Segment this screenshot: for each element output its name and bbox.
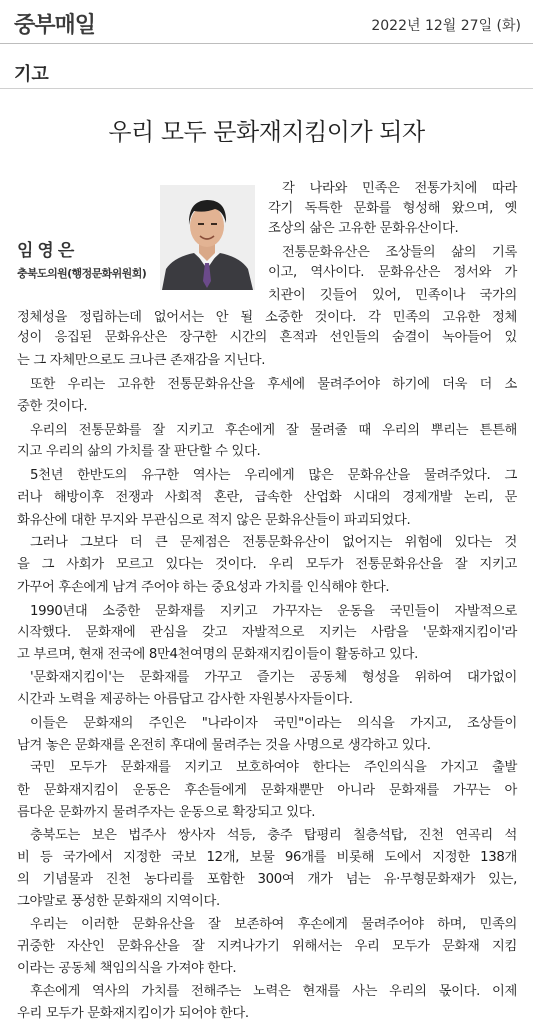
body-line: 국민 모두가 문화재를 지키고 보호하여야 한다는 주인의식을 가지고 출발: [30, 760, 517, 775]
body-line: 각기 독특한 문화를 형성해 왔으며, 옛: [268, 201, 517, 216]
body-line: '문화재지킴이'는 문화재를 가꾸고 즐기는 공동체 형성을 위하여 대가없이: [30, 670, 517, 685]
body-line: 는 그 자체만으로도 크나큰 존재감을 지닌다.: [17, 353, 266, 368]
body-line: 이들은 문화재의 주인은 "나라이자 국민"이라는 의식을 가지고, 조상들이: [30, 716, 517, 731]
body-line: 이라는 공동체 책임의식을 가져야 한다.: [17, 961, 237, 976]
author-name: 임영은: [17, 241, 79, 261]
body-line: 충북도는 보은 법주사 쌍사자 석등, 충주 탑평리 칠층석탑, 진천 연곡리 석: [30, 828, 517, 843]
body-line: 또한 우리는 고유한 전통문화유산을 후세에 물려주어야 하기에 더욱 더 소: [30, 377, 517, 392]
body-line: 가꾸어 후손에게 남겨 주어야 하는 중요성과 가치를 인식해야 한다.: [17, 580, 390, 595]
body-line: 정체성을 정립하는데 없어서는 안 될 소중한 것이다. 각 민족의 고유한 정체: [17, 310, 517, 325]
body-line: 고 부르며, 현재 전국에 8만4천여명의 문화재지킴이들이 활동하고 있다.: [17, 647, 418, 662]
body-line: 5천년 한반도의 유구한 역사는 우리에게 많은 문화유산을 물려주었다. 그: [30, 468, 517, 483]
body-line: 치관이 깃들어 있어, 민족이나 국가의: [268, 288, 517, 303]
body-line: 1990년대 소중한 문화재를 지키고 가꾸자는 운동을 국민들이 자발적으로: [30, 604, 517, 619]
section-label: 기고: [14, 64, 49, 85]
body-line: 성이 응집된 문화유산은 장구한 시간의 흔적과 선인들의 숨결이 녹아들어 있: [17, 330, 517, 345]
body-line: 각 나라와 민족은 전통가치에 따라: [282, 181, 517, 196]
body-line: 조상의 삶은 고유한 문화유산이다.: [268, 221, 459, 236]
body-line: 전통문화유산은 조상들의 삶의 기록: [282, 245, 517, 260]
body-line: 귀중한 자산인 문화유산을 잘 지켜나가기 위해서는 우리 모두가 문화재 지킴: [17, 939, 517, 954]
body-line: 화유산에 대한 무지와 무관심으로 적지 않은 문화유산들이 파괴되었다.: [17, 513, 411, 528]
body-line: 의 기념물과 진천 농다리를 포함한 300여 개가 넘는 유·무형문화재가 있는,: [17, 872, 517, 887]
body-line: 한 문화재지킴이 운동은 후손들에게 문화재뿐만 아니라 문화재를 가꾸는 아: [17, 783, 517, 798]
body-line: 름다운 문화까지 물려주자는 운동으로 확장되고 있다.: [17, 805, 316, 820]
body-line: 우리는 이러한 문화유산을 잘 보존하여 후손에게 물려주어야 하며, 민족의: [30, 917, 517, 932]
body-line: 후손에게 역사의 가치를 전해주는 노력은 현재를 사는 우리의 몫이다. 이제: [30, 984, 517, 999]
article-headline: 우리 모두 문화재지킴이가 되자: [108, 118, 425, 146]
body-line: 시작했다. 문화재에 관심을 갖고 자발적으로 지키는 사람을 '문화재지킴이'라: [17, 625, 517, 640]
body-line: 러나 해방이후 전쟁과 사회적 혼란, 급속한 산업화 시대의 경제개발 논리, 문: [17, 490, 517, 505]
body-line: 을 그 사회가 모르고 있다는 것이다. 우리 모두가 전통문화유산을 잘 지키고: [17, 557, 517, 572]
body-line: 우리 모두가 문화재지킴이가 되어야 한다.: [17, 1006, 249, 1021]
body-line: 우리의 전통문화를 잘 지키고 후손에게 잘 물려줄 때 우리의 뿌리는 튼튼해: [30, 423, 517, 438]
publication-date: 2022년 12월 27일 (화): [371, 18, 521, 34]
body-line: 시간과 노력을 제공하는 아름답고 감사한 자원봉사자들이다.: [17, 692, 353, 707]
body-line: 이고, 역사이다. 문화유산은 정서와 가: [268, 265, 517, 280]
body-line: 지고 우리의 삶의 가치를 잘 판단할 수 있다.: [17, 444, 261, 459]
body-line: 비 등 국가에서 지정한 국보 12개, 보물 96개를 비롯해 도에서 지정한 138개: [17, 850, 517, 865]
body-line: 중한 것이다.: [17, 399, 88, 414]
newspaper-logo: 중부매일: [14, 13, 96, 38]
author-title: 충북도의원(행정문화위원회): [17, 267, 147, 280]
body-line: 그야말로 풍성한 문화재의 지역이다.: [17, 894, 220, 909]
body-line: 남겨 놓은 문화재를 온전히 후대에 물려주는 것을 사명으로 생각하고 있다.: [17, 738, 431, 753]
body-line: 그러나 그보다 더 큰 문제점은 전통문화유산이 없어지는 위험에 있다는 것: [30, 535, 517, 550]
